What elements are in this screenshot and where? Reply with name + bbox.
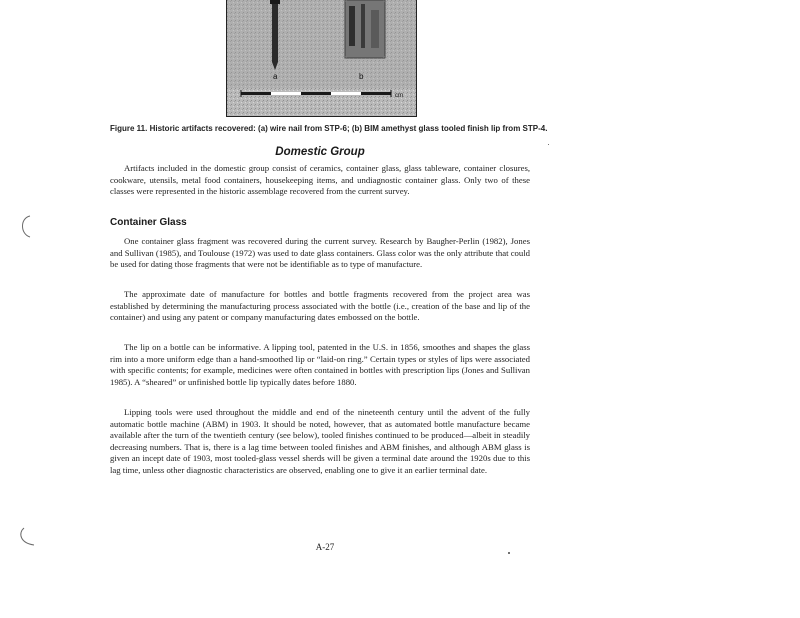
- page-number: A-27: [315, 542, 335, 552]
- scan-speck: [548, 144, 549, 145]
- body-paragraph: The lip on a bottle can be informative. A lipping tool, patented in the U.S. in 1856, smoothes and shapes the glass rim into a more uniform edge than a hand-smoothed lip or “laid-on ring.” Certain types or styles of lips were associated with specific contents; for example, medicines were often contained in bottles with prescription lips (Jones and Sullivan 1985). A “sheared” or unfinished bottle lip typically dates before 1880.: [110, 342, 530, 387]
- figure-caption: Figure 11. Historic artifacts recovered: (a) wire nail from STP-6; (b) BIM amethyst glass tooled finish lip from STP-4.: [110, 124, 548, 133]
- body-paragraph: One container glass fragment was recovered during the current survey. Research by Baugher-Perlin (1982), Jones and Sullivan (1985), and Toulouse (1972) was used to date glass containers. Glass color was the only attribute that could be used for dating those fragments that were not be identifiable as to type of manufacture.: [110, 236, 530, 270]
- scale-unit-label: cm: [395, 93, 403, 99]
- artifact-photograph: [226, 0, 417, 117]
- body-paragraph: Lipping tools were used throughout the middle and end of the nineteenth century until the advent of the fully automatic bottle machine (ABM) in 1903. It should be noted, however, that as automated bottle manufacture became available after the turn of the twentieth century (see below), tooled finishes continued to be produced—albeit in steadily decreasing numbers. That is, there is a lag time between tooled finishes and ABM finishes, and although ABM glass is given an incept date of 1903, most tooled-glass vessel sherds will be given a terminal date around the 1920s due to this lag time, unless other diagnostic characteristics are observed, enabling one to give it an earlier terminal date.: [110, 407, 530, 475]
- section-intro-paragraph: Artifacts included in the domestic group consist of ceramics, container glass, glass tableware, container closures, cookware, utensils, metal food containers, housekeeping items, and undiagnostic container glass. Only two of these classes were represented in the historic assemblage recovered from the current survey.: [110, 163, 530, 197]
- artifact-photo-image: [227, 0, 416, 116]
- section-title: Domestic Group: [275, 146, 365, 158]
- scan-speck: [508, 552, 510, 554]
- figure-label-b: b: [359, 72, 364, 81]
- body-paragraph: The approximate date of manufacture for bottles and bottle fragments recovered from the project area was established by determining the manufacturing process associated with the bottle (i.e., creation of the base and lip of the container) and using any patent or company manufacturing dates embossed on the bottle.: [110, 289, 530, 323]
- subsection-heading: Container Glass: [110, 217, 187, 228]
- binding-hole-mark: [14, 525, 42, 551]
- figure-label-a: a: [273, 72, 278, 81]
- glass-lip-artifact: [345, 0, 385, 58]
- binding-hole-mark: [14, 212, 38, 242]
